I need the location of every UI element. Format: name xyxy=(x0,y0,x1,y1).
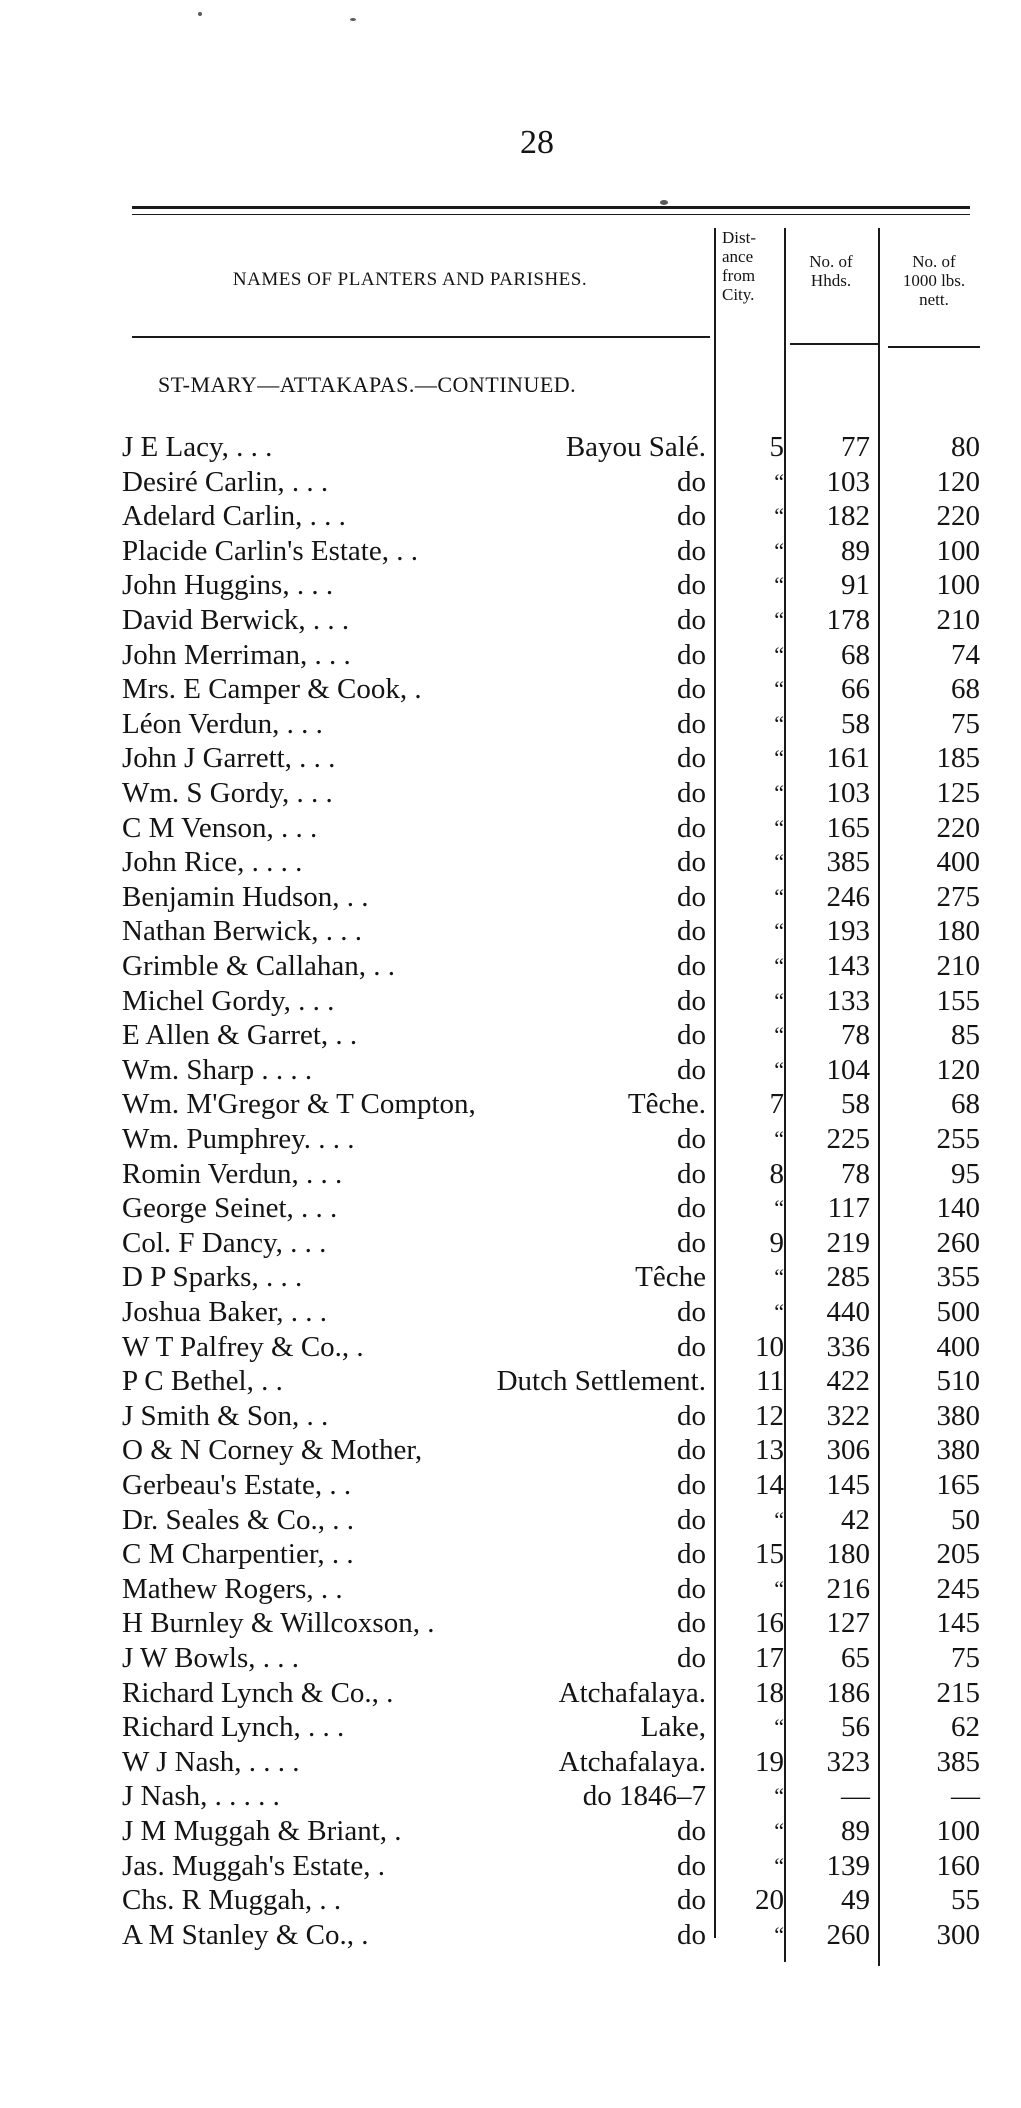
thousand-lbs-nett: 155 xyxy=(936,984,980,1017)
table-row xyxy=(0,811,1021,845)
hogsheads-count: 65 xyxy=(841,1642,870,1674)
table-row xyxy=(0,1260,1021,1294)
table-row xyxy=(0,1295,1021,1329)
table-row xyxy=(0,1433,1021,1467)
parish-location: do xyxy=(677,1572,706,1605)
parish-location: do xyxy=(677,1434,706,1467)
parish-location: Bayou Salé. xyxy=(565,431,706,463)
hogsheads-count: 103 xyxy=(826,465,870,498)
parish-location: do xyxy=(677,1157,706,1190)
thousand-lbs-nett: 260 xyxy=(936,1226,980,1259)
planter-name: Jas. Muggah's Estate, . xyxy=(122,1849,385,1882)
thousand-lbs-nett: 165 xyxy=(936,1469,980,1501)
parish-location: Dutch Settlement. xyxy=(496,1365,706,1398)
table-row xyxy=(0,499,1021,533)
planter-name: J E Lacy, . . . xyxy=(122,431,273,463)
planter-name: H Burnley & Willcoxson, . xyxy=(122,1607,435,1640)
thousand-lbs-nett: 245 xyxy=(936,1572,980,1605)
planter-name: Joshua Baker, . . . xyxy=(122,1296,328,1328)
hogsheads-count: 143 xyxy=(826,950,870,982)
header-distance-line: City. xyxy=(722,285,755,304)
thousand-lbs-nett: 145 xyxy=(936,1607,980,1640)
planter-name: W T Palfrey & Co., . xyxy=(122,1330,364,1363)
distance-from-city: “ xyxy=(774,710,784,736)
thousand-lbs-nett: 210 xyxy=(936,604,980,636)
header-rule-lbs xyxy=(888,346,980,348)
planter-name: J Nash, . . . . . xyxy=(122,1780,280,1813)
table-row xyxy=(0,1157,1021,1191)
thousand-lbs-nett: 95 xyxy=(951,1157,980,1190)
table-row xyxy=(0,1364,1021,1398)
planter-name: Chs. R Muggah, . . xyxy=(122,1884,342,1917)
planter-name: C M Venson, . . . xyxy=(122,811,318,844)
parish-location: do xyxy=(677,569,706,602)
table-row xyxy=(0,638,1021,672)
table-row xyxy=(0,1087,1021,1121)
header-lbs-line: nett. xyxy=(919,290,949,309)
planter-name: E Allen & Garret, . . xyxy=(122,1019,358,1052)
thousand-lbs-nett: 100 xyxy=(936,534,980,567)
planter-name: Dr. Seales & Co., . . xyxy=(122,1503,354,1536)
planter-name: J W Bowls, . . . xyxy=(122,1642,299,1674)
distance-from-city: “ xyxy=(774,1714,784,1740)
hogsheads-count: 56 xyxy=(841,1711,870,1744)
thousand-lbs-nett: 180 xyxy=(936,915,980,948)
header-hhds xyxy=(790,252,872,290)
header-rule-hhds xyxy=(790,343,880,345)
parish-location: do xyxy=(677,984,706,1017)
hogsheads-count: 336 xyxy=(826,1330,870,1363)
planter-name: Col. F Dancy, . . . xyxy=(122,1226,327,1259)
distance-from-city: “ xyxy=(774,676,784,702)
planter-name: David Berwick, . . . xyxy=(122,604,350,636)
table-row xyxy=(0,741,1021,775)
parish-location: do xyxy=(677,1918,706,1951)
planter-name: A M Stanley & Co., . xyxy=(122,1918,369,1951)
hogsheads-count: 422 xyxy=(826,1365,870,1398)
parish-location: do xyxy=(677,915,706,948)
table-row xyxy=(0,568,1021,602)
distance-from-city: 7 xyxy=(769,1088,784,1121)
hogsheads-count: 180 xyxy=(826,1538,870,1571)
parish-location: do xyxy=(677,534,706,567)
table-row xyxy=(0,430,1021,464)
hogsheads-count: 58 xyxy=(841,1088,870,1121)
planter-name: Gerbeau's Estate, . . xyxy=(122,1469,352,1501)
parish-location: do xyxy=(677,1330,706,1363)
table-row xyxy=(0,1572,1021,1606)
hogsheads-count: 165 xyxy=(826,811,870,844)
planter-name: Michel Gordy, . . . xyxy=(122,984,335,1017)
table-row xyxy=(0,603,1021,637)
distance-from-city: “ xyxy=(774,1264,784,1290)
parish-location: do xyxy=(677,1849,706,1882)
hogsheads-count: 193 xyxy=(826,915,870,948)
header-lbs-line: No. of xyxy=(912,252,956,271)
thousand-lbs-nett: 55 xyxy=(951,1884,980,1917)
thousand-lbs-nett: 380 xyxy=(936,1434,980,1467)
hogsheads-count: 42 xyxy=(841,1503,870,1536)
parish-location: do xyxy=(677,1192,706,1225)
thousand-lbs-nett: 220 xyxy=(936,811,980,844)
hogsheads-count: 145 xyxy=(826,1469,870,1501)
distance-from-city: “ xyxy=(774,849,784,875)
table-row xyxy=(0,1191,1021,1225)
page-number: 28 xyxy=(520,124,554,161)
thousand-lbs-nett: 400 xyxy=(936,1330,980,1363)
distance-from-city: “ xyxy=(774,1783,784,1809)
table-row xyxy=(0,845,1021,879)
parish-location: do xyxy=(677,1884,706,1917)
parish-location: do xyxy=(677,1469,706,1501)
table-row xyxy=(0,1779,1021,1813)
distance-from-city: “ xyxy=(774,607,784,632)
distance-from-city: “ xyxy=(774,1852,784,1878)
table-row xyxy=(0,1710,1021,1744)
parish-location: do xyxy=(677,465,706,498)
header-rule-names xyxy=(132,336,710,338)
planter-name: John Huggins, . . . xyxy=(122,569,334,602)
hogsheads-count: 89 xyxy=(841,534,870,567)
distance-from-city: “ xyxy=(774,1299,784,1324)
parish-location: do xyxy=(677,1503,706,1536)
planter-name: Léon Verdun, . . . xyxy=(122,707,323,740)
hogsheads-count: 103 xyxy=(826,777,870,809)
table-row xyxy=(0,707,1021,741)
hogsheads-count: 219 xyxy=(826,1226,870,1259)
distance-from-city: 10 xyxy=(755,1330,784,1363)
parish-location: Têche. xyxy=(627,1088,706,1121)
planter-name: Mrs. E Camper & Cook, . xyxy=(122,673,422,706)
thousand-lbs-nett: 210 xyxy=(936,950,980,982)
planter-name: P C Bethel, . . xyxy=(122,1365,283,1398)
thousand-lbs-nett: 100 xyxy=(936,569,980,602)
parish-location: do xyxy=(677,638,706,671)
distance-from-city: 11 xyxy=(756,1365,784,1398)
table-row xyxy=(0,1745,1021,1779)
thousand-lbs-nett: 205 xyxy=(936,1538,980,1571)
header-distance-line: Dist- xyxy=(722,228,756,247)
planter-name: George Seinet, . . . xyxy=(122,1192,338,1225)
table-row xyxy=(0,465,1021,499)
planter-name: Grimble & Callahan, . . xyxy=(122,950,396,982)
thousand-lbs-nett: 385 xyxy=(936,1745,980,1778)
planter-name: John Rice, . . . . xyxy=(122,846,303,879)
distance-from-city: “ xyxy=(774,1921,784,1947)
parish-location: do xyxy=(677,846,706,879)
planter-name: Romin Verdun, . . . xyxy=(122,1157,343,1190)
thousand-lbs-nett: — xyxy=(951,1780,980,1813)
hogsheads-count: 306 xyxy=(826,1434,870,1467)
parish-location: do xyxy=(677,673,706,706)
thousand-lbs-nett: 74 xyxy=(951,638,980,671)
thousand-lbs-nett: 80 xyxy=(951,431,980,463)
planter-name: John J Garrett, . . . xyxy=(122,742,336,775)
thousand-lbs-nett: 380 xyxy=(936,1399,980,1432)
table-row xyxy=(0,1053,1021,1087)
parish-location: do xyxy=(677,1399,706,1432)
header-hhds-line: No. of xyxy=(809,252,853,271)
parish-location: do xyxy=(677,1123,706,1155)
hogsheads-count: 127 xyxy=(826,1607,870,1640)
hogsheads-count: 161 xyxy=(826,742,870,775)
distance-from-city: “ xyxy=(774,572,784,598)
planter-name: Mathew Rogers, . . xyxy=(122,1572,343,1605)
distance-from-city: 15 xyxy=(755,1538,784,1571)
distance-from-city: 5 xyxy=(769,431,784,463)
distance-from-city: 13 xyxy=(755,1434,784,1467)
distance-from-city: “ xyxy=(774,1126,784,1151)
hogsheads-count: 440 xyxy=(826,1296,870,1328)
top-rule-thin xyxy=(132,214,970,215)
planter-name: D P Sparks, . . . xyxy=(122,1261,303,1294)
hogsheads-count: 68 xyxy=(841,638,870,671)
distance-from-city: “ xyxy=(774,918,784,944)
thousand-lbs-nett: 220 xyxy=(936,500,980,533)
hogsheads-count: 385 xyxy=(826,846,870,879)
thousand-lbs-nett: 160 xyxy=(936,1849,980,1882)
planter-name: Wm. S Gordy, . . . xyxy=(122,777,333,809)
parish-location: Atchafalaya. xyxy=(558,1676,706,1709)
table-row xyxy=(0,1918,1021,1952)
hogsheads-count: 91 xyxy=(841,569,870,602)
table-row xyxy=(0,1503,1021,1537)
table-row xyxy=(0,1814,1021,1848)
table-row xyxy=(0,776,1021,810)
ink-smudge xyxy=(198,12,202,16)
parish-location: do xyxy=(677,1642,706,1674)
thousand-lbs-nett: 400 xyxy=(936,846,980,879)
parish-location: do xyxy=(677,742,706,775)
distance-from-city: “ xyxy=(774,537,784,563)
hogsheads-count: 285 xyxy=(826,1261,870,1294)
hogsheads-count: 216 xyxy=(826,1572,870,1605)
thousand-lbs-nett: 85 xyxy=(951,1019,980,1052)
hogsheads-count: 104 xyxy=(826,1053,870,1086)
header-distance-line: ance xyxy=(722,247,754,266)
distance-from-city: 14 xyxy=(755,1469,784,1501)
distance-from-city: “ xyxy=(774,953,784,978)
parish-location: do xyxy=(677,811,706,844)
thousand-lbs-nett: 62 xyxy=(951,1711,980,1744)
distance-from-city: “ xyxy=(774,780,784,805)
distance-from-city: “ xyxy=(774,1818,784,1843)
distance-from-city: “ xyxy=(774,1022,784,1048)
parish-location: Têche xyxy=(635,1261,706,1294)
table-row xyxy=(0,1399,1021,1433)
hogsheads-count: 133 xyxy=(826,984,870,1017)
table-row xyxy=(0,672,1021,706)
hogsheads-count: 66 xyxy=(841,673,870,706)
hogsheads-count: 323 xyxy=(826,1745,870,1778)
planter-name: Wm. Pumphrey. . . . xyxy=(122,1123,355,1155)
thousand-lbs-nett: 185 xyxy=(936,742,980,775)
distance-from-city: “ xyxy=(774,814,784,840)
distance-from-city: “ xyxy=(774,745,784,771)
table-row xyxy=(0,984,1021,1018)
thousand-lbs-nett: 125 xyxy=(936,777,980,809)
planter-name: Benjamin Hudson, . . xyxy=(122,880,369,913)
parish-location: do xyxy=(677,1019,706,1052)
parish-location: do xyxy=(677,604,706,636)
parish-location: do 1846–7 xyxy=(582,1780,706,1813)
planter-name: J M Muggah & Briant, . xyxy=(122,1815,402,1847)
thousand-lbs-nett: 75 xyxy=(951,1642,980,1674)
distance-from-city: 12 xyxy=(755,1399,784,1432)
table-row xyxy=(0,1883,1021,1917)
planter-name: Nathan Berwick, . . . xyxy=(122,915,362,948)
table-row xyxy=(0,1468,1021,1502)
parish-location: do xyxy=(677,777,706,809)
header-names: NAMES OF PLANTERS AND PARISHES. xyxy=(232,269,588,290)
parish-location: do xyxy=(677,707,706,740)
parish-location: do xyxy=(677,1607,706,1640)
planter-name: Wm. M'Gregor & T Compton, xyxy=(122,1088,476,1121)
thousand-lbs-nett: 500 xyxy=(936,1296,980,1328)
hogsheads-count: 77 xyxy=(841,431,870,463)
table-row xyxy=(0,949,1021,983)
planter-name: Richard Lynch & Co., . xyxy=(122,1676,394,1709)
distance-from-city: “ xyxy=(774,883,784,909)
thousand-lbs-nett: 120 xyxy=(936,465,980,498)
parish-location: do xyxy=(677,1538,706,1571)
thousand-lbs-nett: 275 xyxy=(936,880,980,913)
table-row xyxy=(0,1676,1021,1710)
hogsheads-count: 58 xyxy=(841,707,870,740)
thousand-lbs-nett: 510 xyxy=(936,1365,980,1398)
hogsheads-count: — xyxy=(841,1780,870,1813)
thousand-lbs-nett: 75 xyxy=(951,707,980,740)
distance-from-city: “ xyxy=(774,1056,784,1082)
hogsheads-count: 78 xyxy=(841,1019,870,1052)
distance-from-city: “ xyxy=(774,1575,784,1601)
distance-from-city: “ xyxy=(774,503,784,529)
parish-location: do xyxy=(677,1815,706,1847)
table-row xyxy=(0,1226,1021,1260)
distance-from-city: “ xyxy=(774,468,784,494)
parish-location: Lake, xyxy=(640,1711,706,1744)
distance-from-city: “ xyxy=(774,1195,784,1221)
planter-name: Richard Lynch, . . . xyxy=(122,1711,345,1744)
table-row xyxy=(0,1330,1021,1364)
hogsheads-count: 225 xyxy=(826,1123,870,1155)
planter-name: W J Nash, . . . . xyxy=(122,1745,300,1778)
thousand-lbs-nett: 100 xyxy=(936,1815,980,1847)
planter-name: C M Charpentier, . . xyxy=(122,1538,354,1571)
thousand-lbs-nett: 255 xyxy=(936,1123,980,1155)
hogsheads-count: 78 xyxy=(841,1157,870,1190)
table-row xyxy=(0,1018,1021,1052)
planter-name: O & N Corney & Mother, xyxy=(122,1434,423,1467)
parish-location: do xyxy=(677,1296,706,1328)
hogsheads-count: 89 xyxy=(841,1815,870,1847)
distance-from-city: 20 xyxy=(755,1884,784,1917)
parish-location: Atchafalaya. xyxy=(558,1745,706,1778)
header-lbs xyxy=(888,252,980,309)
parish-location: do xyxy=(677,950,706,982)
thousand-lbs-nett: 50 xyxy=(951,1503,980,1536)
distance-from-city: 17 xyxy=(755,1642,784,1674)
table-row xyxy=(0,1606,1021,1640)
table-row xyxy=(0,1641,1021,1675)
thousand-lbs-nett: 120 xyxy=(936,1053,980,1086)
parish-location: do xyxy=(677,1226,706,1259)
table-row xyxy=(0,1537,1021,1571)
header-lbs-line: 1000 lbs. xyxy=(902,271,966,290)
planter-name: Adelard Carlin, . . . xyxy=(122,500,346,533)
hogsheads-count: 246 xyxy=(826,880,870,913)
table-row xyxy=(0,534,1021,568)
table-row xyxy=(0,1849,1021,1883)
hogsheads-count: 49 xyxy=(841,1884,870,1917)
distance-from-city: 9 xyxy=(769,1226,784,1259)
section-title: ST-MARY—ATTAKAPAS.—CONTINUED. xyxy=(158,372,577,397)
distance-from-city: 8 xyxy=(769,1157,784,1190)
table-row xyxy=(0,914,1021,948)
distance-from-city: 19 xyxy=(755,1745,784,1778)
distance-from-city: 16 xyxy=(755,1607,784,1640)
parish-location: do xyxy=(677,500,706,533)
distance-from-city: “ xyxy=(774,987,784,1013)
distance-from-city: “ xyxy=(774,1506,784,1532)
hogsheads-count: 139 xyxy=(826,1849,870,1882)
planter-name: J Smith & Son, . . xyxy=(122,1399,329,1432)
top-rule-thick xyxy=(132,206,970,209)
parish-location: do xyxy=(677,880,706,913)
header-hhds-line: Hhds. xyxy=(810,271,852,290)
thousand-lbs-nett: 68 xyxy=(951,1088,980,1121)
ink-smudge xyxy=(350,18,356,21)
hogsheads-count: 178 xyxy=(826,604,870,636)
table-row xyxy=(0,1122,1021,1156)
hogsheads-count: 322 xyxy=(826,1399,870,1432)
planter-name: Placide Carlin's Estate, . . xyxy=(122,534,418,567)
header-distance-line: from xyxy=(722,266,756,285)
hogsheads-count: 117 xyxy=(827,1192,870,1225)
table-row xyxy=(0,880,1021,914)
header-distance xyxy=(722,228,784,304)
ink-mark xyxy=(660,200,668,205)
thousand-lbs-nett: 140 xyxy=(936,1192,980,1225)
hogsheads-count: 182 xyxy=(826,500,870,533)
distance-from-city: 18 xyxy=(755,1676,784,1709)
planter-name: Desiré Carlin, . . . xyxy=(122,465,329,498)
distance-from-city: “ xyxy=(774,641,784,667)
planter-name: John Merriman, . . . xyxy=(122,638,351,671)
thousand-lbs-nett: 300 xyxy=(936,1918,980,1951)
parish-location: do xyxy=(677,1053,706,1086)
hogsheads-count: 186 xyxy=(826,1676,870,1709)
planter-name: Wm. Sharp . . . . xyxy=(122,1053,313,1086)
thousand-lbs-nett: 355 xyxy=(936,1261,980,1294)
thousand-lbs-nett: 68 xyxy=(951,673,980,706)
hogsheads-count: 260 xyxy=(826,1918,870,1951)
thousand-lbs-nett: 215 xyxy=(936,1676,980,1709)
